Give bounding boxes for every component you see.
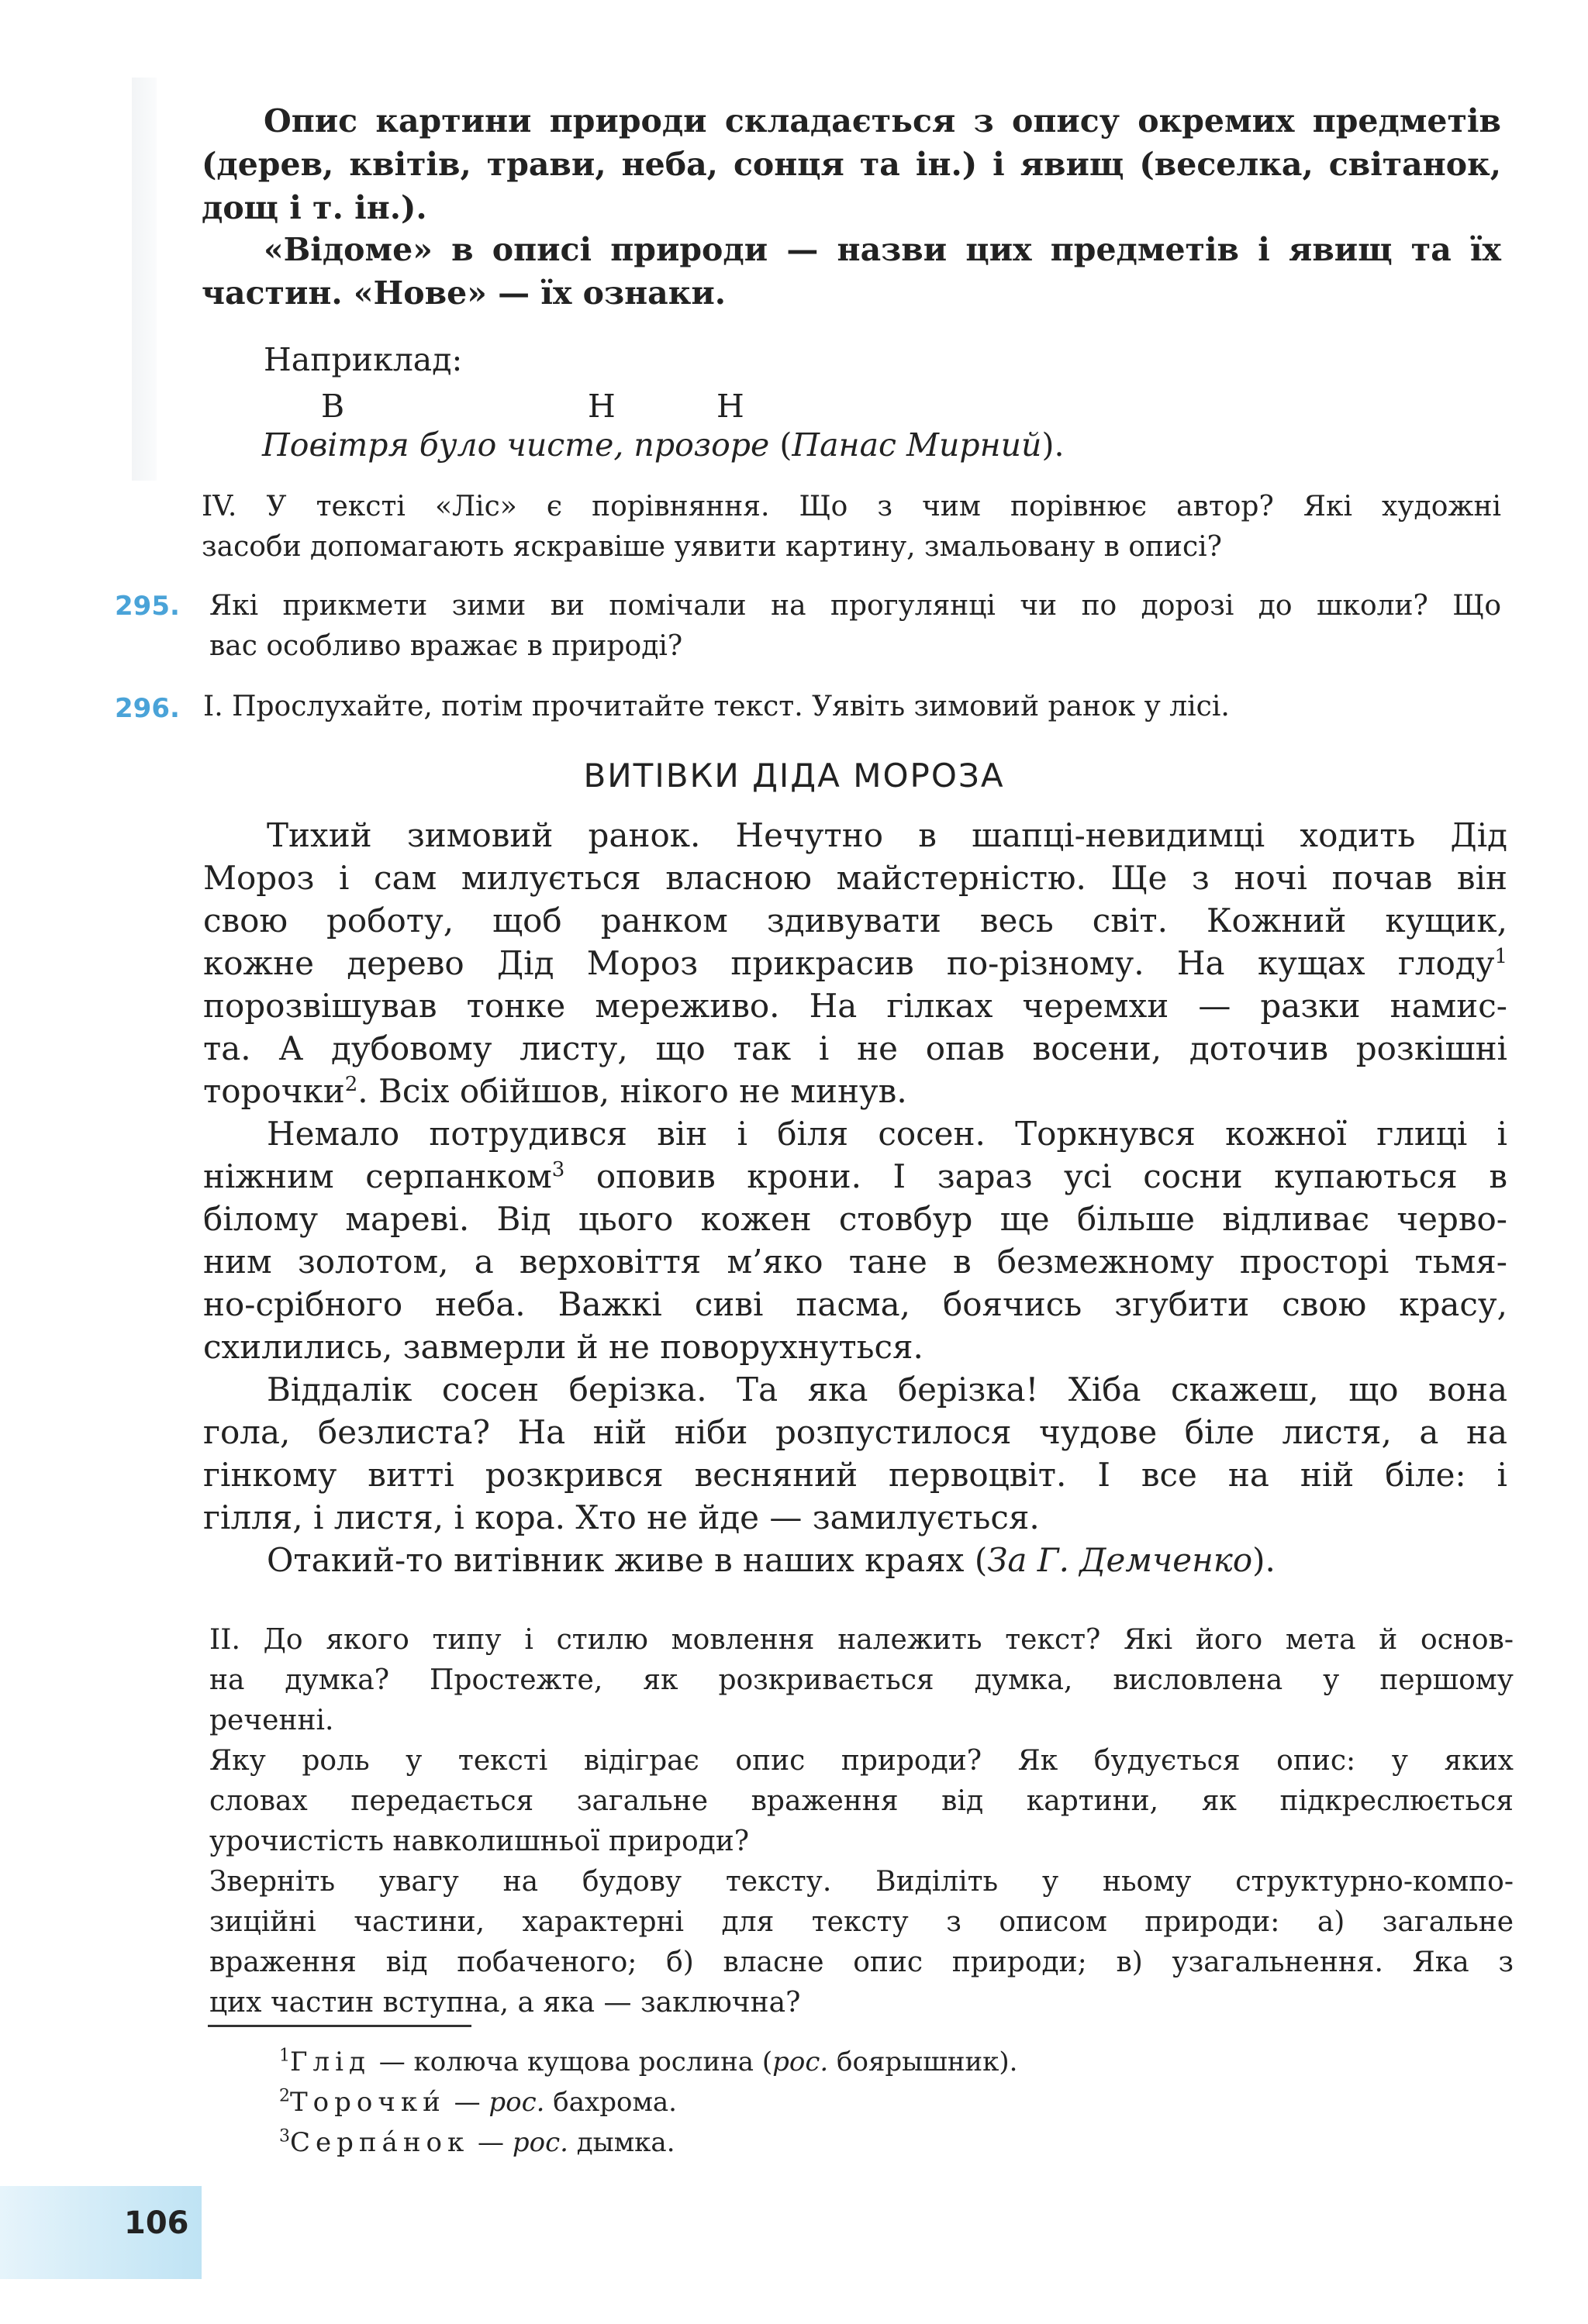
story-paragraph-1: Тихий зимовий ранок. Нечутно в шапці-невидимці ходить Дід Мороз і сам милується власною майстерністю. Ще з ночі почав він свою роботу, щоб ранком здивувати весь світ. Кожний кущик, кожне дерево Дід Мороз прикрасив по-різному. На кущах глоду$^1$ порозвішував тонке мереживо. На гілках черемхи — разки намис- та. А дубовому листу, що так і не опав восени, доточив розкішні торочки$^2$. Всіх обійшов, нікого не минув. bbox=[203, 816, 1507, 1110]
rule-paragraph-1: Опис картини природи складається з опису окремих предметів (дерев, квітів, трави, неба, сонця та ін.) і явищ (веселка, світанок, дощ і т. ін.). bbox=[202, 102, 1501, 226]
exercise-296-text: I. Прослухайте, потім прочитайте текст. Уявіть зимовий ранок у лісі. bbox=[203, 691, 1230, 722]
story-paragraph-2: Немало потрудився він і біля сосен. Торкнувся кожної глиці і ніжним серпанком$^3$ оповив крони. І зараз усі сосни купаються в білому мареві. Від цього кожен стовбур ще більше відливає черво- ним золотом, а верховіття м’яко тане в безмежному просторі тьмя- но-срібного неба. Важкі сиві пасма, боячись згубити свою красу, схилились, завмерли й не поворухнуться. bbox=[203, 1115, 1507, 1366]
exercise-number-295: 295. bbox=[115, 591, 180, 622]
story-paragraph-4: Отакий-то витівник живе в наших краях (За Г. Демченко). bbox=[267, 1541, 1276, 1579]
margin-strip bbox=[132, 78, 157, 481]
mark-given: В bbox=[321, 388, 345, 425]
story-title: ВИТІВКИ ДІДА МОРОЗА bbox=[583, 757, 1005, 795]
footnote-ref-3: 3 bbox=[551, 1158, 565, 1181]
story-source: За Г. Демченко bbox=[987, 1541, 1253, 1579]
questions-block: II. До якого типу і стилю мовлення належить текст? Які його мета й основ- на думка? Простежте, як розкривається думка, висловлена у першому реченні. Яку роль у тексті відіграє опис природи? Як будується опис: у яких словах передається загальне враження від картини, як підкреслюється урочистість навколишньої природи? Зверніть увагу на будову тексту. Виділіть у ньому структурно-компо- зиційні частини, характерні для тексту з описом природи: а) загальне враження від побаченого; б) власне опис природи; в) узагальнення. Яка з цих частин вступна, а яка — заключна? bbox=[209, 1624, 1514, 2019]
footnote-3: $^3$Серпа́нок — рос. дымка. bbox=[279, 2126, 675, 2158]
exercise-number-296: 296. bbox=[115, 693, 180, 724]
mark-new-1: Н bbox=[588, 388, 616, 425]
rule-paragraph-2: «Відоме» в описі природи — назви цих предметів і явищ та їх частин. «Нове» — їх ознаки. bbox=[202, 231, 1501, 312]
example-label: Наприклад: bbox=[264, 341, 463, 378]
page-number: 106 bbox=[124, 2205, 189, 2241]
footnote-divider bbox=[208, 2025, 471, 2027]
footnote-1: $^1$Глід — колюча кущова рослина (рос. боярышник). bbox=[279, 2046, 1018, 2077]
example-source: Панас Мирний bbox=[792, 426, 1042, 464]
exercise-295-text: Які прикмети зими ви помічали на прогулянці чи по дорозі до школи? Що вас особливо вражає в природі? bbox=[209, 590, 1501, 662]
story-paragraph-3: Віддалік сосен берізка. Та яка берізка! Хіба скажеш, що вона гола, безлиста? На ній ніби розпустилося чудове біле листя, а на гінкому витті розкрився весняний первоцвіт. І все на ній біле: і гілля, і листя, і кора. Хто не йде — замилується. bbox=[203, 1371, 1507, 1536]
footnote-2: $^2$Торочки́ — рос. бахрома. bbox=[279, 2086, 677, 2118]
task-iv: IV. У тексті «Ліс» є порівняння. Що з чим порівнює автор? Які художні засоби допомагають яскравіше уявити картину, змальовану в описі? bbox=[202, 491, 1501, 563]
example-sentence: Повітря було чисте, прозоре (Панас Мирний). bbox=[262, 426, 1065, 464]
footnote-ref-2: 2 bbox=[344, 1073, 358, 1096]
footnote-ref-1: 1 bbox=[1494, 945, 1507, 968]
mark-new-2: Н bbox=[716, 388, 744, 425]
